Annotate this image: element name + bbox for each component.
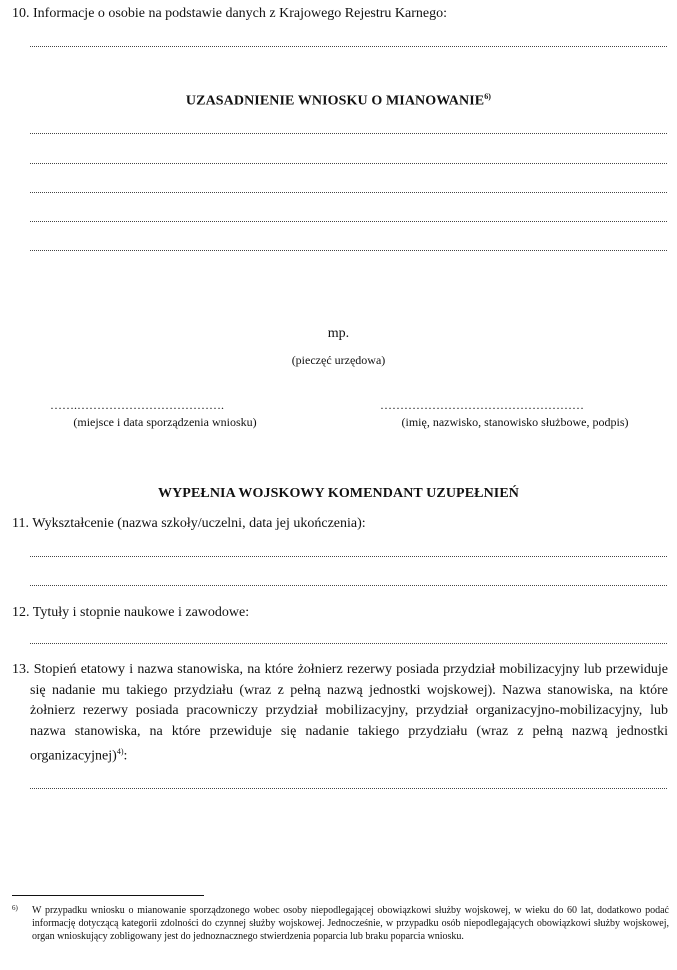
footnote-mark: 6) (12, 904, 18, 912)
signature-left-caption: (miejsce i data sporządzenia wniosku) (73, 415, 257, 429)
item-10-answer-line[interactable] (30, 46, 667, 47)
stamp-label: (pieczęć urzędowa) (291, 353, 386, 367)
justification-line-3[interactable] (30, 192, 667, 193)
item-12-line[interactable] (30, 643, 667, 644)
signature-right-caption: (imię, nazwisko, stanowisko służbowe, podpis) (401, 415, 629, 429)
item-13-answer-line[interactable] (30, 788, 667, 789)
item-13-body: Stopień etatowy i nazwa stanowiska, na które żołnierz rezerwy posiada przydział mobilizacyjny lub przewiduje się nadanie mu takiego przydziału (wraz z pełną nazwą jednostki wojskowej). Nazwa stanowiska, na które żołnierz rezerwy posiada pracowniczy przydział mobilizacyjny, przydział organizacyjno-mobilizacyjny, lub nazwa stanowiska, na które przewiduje się nadanie takiego przydziału (wraz z pełną nazwą jednostki organizacyjnej) (30, 662, 669, 764)
item-11-line-1[interactable] (30, 556, 667, 557)
footnote-separator (12, 895, 204, 896)
commander-title: WYPEŁNIA WOJSKOWY KOMENDANT UZUPEŁNIEŃ (158, 486, 519, 501)
justification-line-4[interactable] (30, 221, 667, 222)
item-13-footnote-ref: 4) (116, 747, 124, 756)
justification-title-text: UZASADNIENIE WNIOSKU O MIANOWANIE (185, 93, 485, 109)
signature-right-dots[interactable]: …………………………………………… (380, 398, 584, 412)
signature-left-dots[interactable]: …….………………………………. (50, 398, 224, 412)
item-13-suffix: : (123, 748, 128, 764)
item-13-text (12, 660, 669, 767)
justification-line-2[interactable] (30, 163, 667, 164)
item-12-label: 12. Tytuły i stopnie naukowe i zawodowe: (12, 605, 250, 620)
item-11-line-2[interactable] (30, 585, 667, 586)
justification-line-1[interactable] (30, 133, 667, 134)
stamp-mp: mp. (327, 326, 350, 341)
item-10-label: 10. Informacje o osobie na podstawie danych z Krajowego Rejestru Karnego: (12, 6, 448, 21)
justification-line-5[interactable] (30, 250, 667, 251)
item-11-label: 11. Wykształcenie (nazwa szkoły/uczelni, data jej ukończenia): (12, 516, 366, 531)
justification-footnote-ref: 6) (484, 92, 492, 101)
justification-title (0, 92, 677, 110)
item-13-number: 13. (12, 662, 30, 677)
footnote-text: W przypadku wniosku o mianowanie sporządzonego wobec osoby niepodlegającej obowiązkowi służby wojskowej, w wieku do 60 lat, dodatkowo podać informację dotyczącą kategorii zdolności do czynnej służby wojskowej. Jednocześnie, w przypadku osób niepodlegających obowiązkowi służby wojskowej, organ wnioskujący zobligowany jest do jednoznacznego stwierdzenia poparcia lub braku poparcia wniosku. (32, 905, 669, 942)
